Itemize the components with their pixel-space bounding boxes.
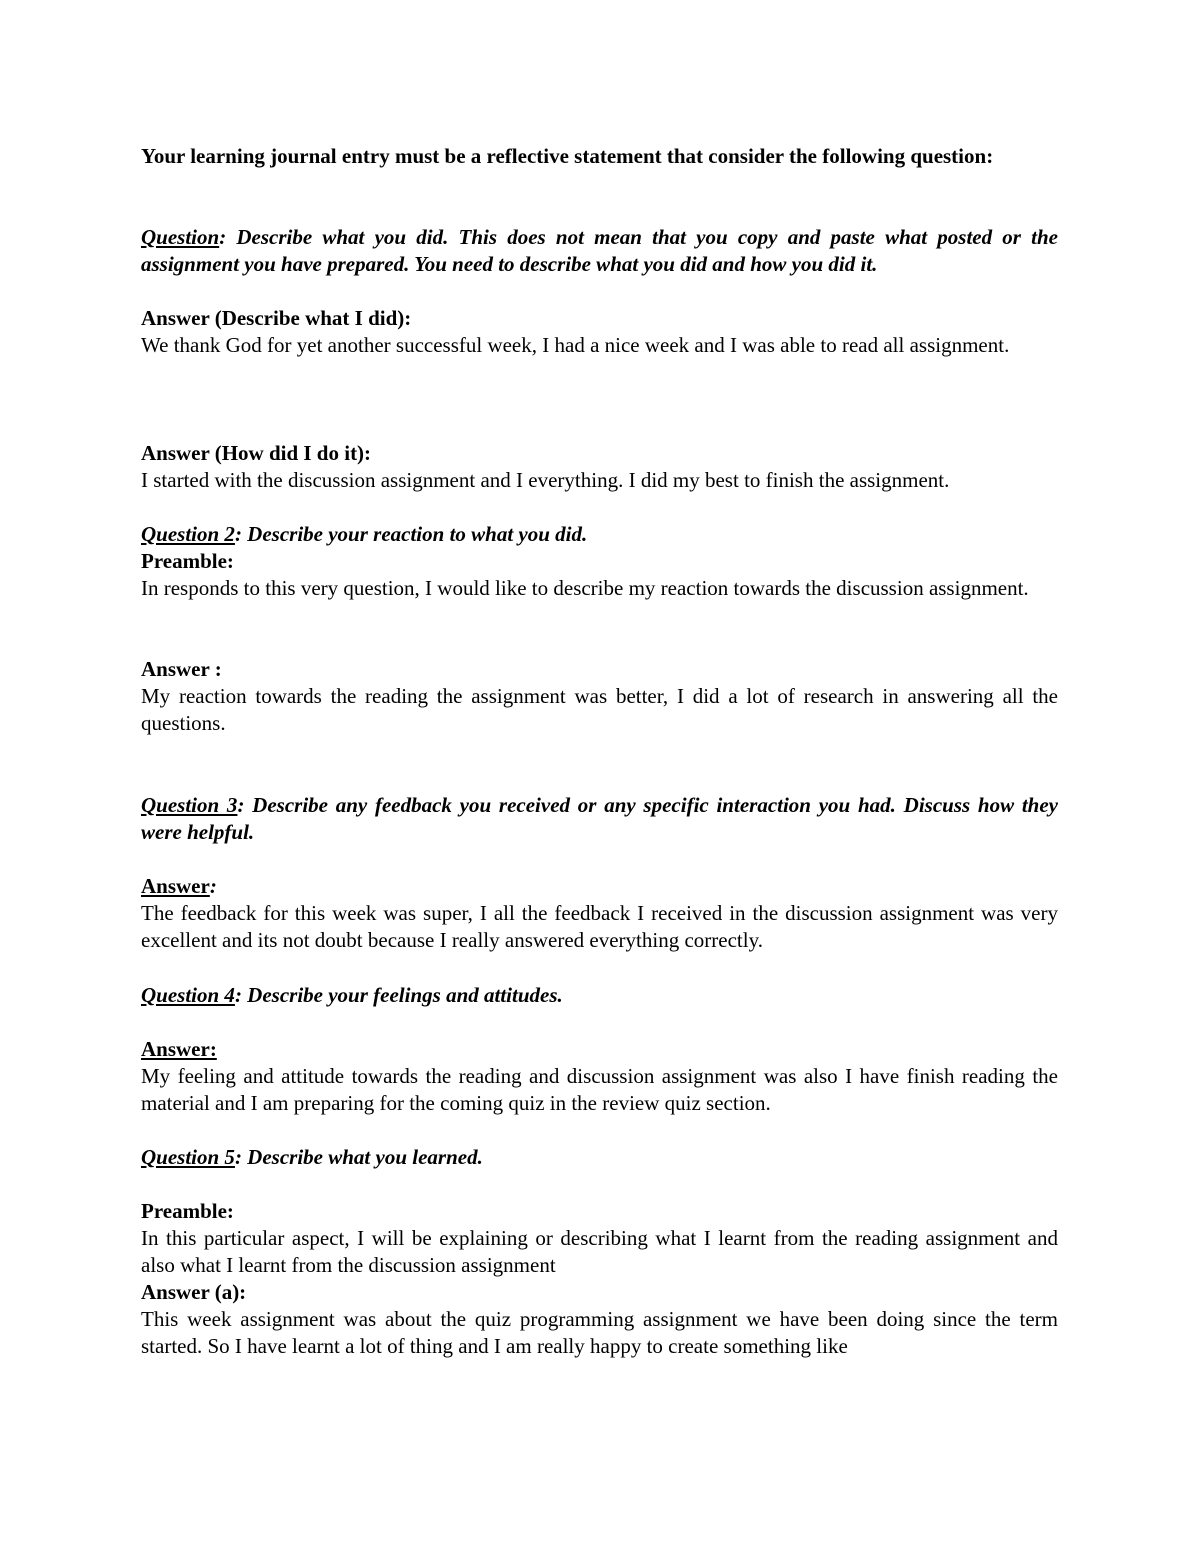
question-5: [141, 1144, 1058, 1171]
preamble-5-heading: Preamble:: [141, 1199, 234, 1223]
question-4-label: Question 4: [141, 983, 235, 1007]
answer-1-heading: Answer (Describe what I did):: [141, 306, 412, 330]
question-5-label: Question 5: [141, 1145, 235, 1169]
answer-3-section: [141, 873, 1058, 954]
intro-statement: Your learning journal entry must be a reflective statement that consider the following question:: [141, 144, 994, 168]
question-4-text: : Describe your feelings and attitudes.: [234, 983, 563, 1007]
question-1-text: : Describe what you did. This does not mean that you copy and paste what posted or the assignment you have prepared. You need to describe what you did and how you did it.: [141, 225, 1058, 276]
question-3: [141, 792, 1058, 846]
question-5-text: : Describe what you learned.: [234, 1145, 483, 1169]
answer-3-body: The feedback for this week was super, I all the feedback I received in the discussion assignment was very excellent and its not doubt because I really answered everything correctly.: [141, 901, 1058, 952]
answer-3-heading: Answer: [141, 874, 210, 898]
question-2-section: [141, 521, 1058, 602]
question-2-text: : Describe your reaction to what you did.: [234, 522, 588, 546]
answer-1b-body: I started with the discussion assignment and I everything. I did my best to finish the assignment.: [141, 468, 950, 492]
answer-5a-body: This week assignment was about the quiz programming assignment we have been doing since the term started. So I have learnt a lot of thing and I am really happy to create something like: [141, 1307, 1058, 1358]
answer-4-section: [141, 1036, 1058, 1117]
question-1: [141, 224, 1058, 278]
question-2: [141, 522, 587, 546]
answer-5a-heading: Answer (a):: [141, 1280, 247, 1304]
question-5-answer-section: [141, 1198, 1058, 1360]
answer-2-heading: Answer :: [141, 657, 222, 681]
question-4: [141, 982, 1058, 1009]
answer-1-body: We thank God for yet another successful week, I had a nice week and I was able to read all assignment.: [141, 333, 1010, 357]
preamble-2-body: In responds to this very question, I would like to describe my reaction towards the discussion assignment.: [141, 576, 1029, 600]
answer-3-heading-suffix: :: [209, 874, 217, 898]
answer-1b-heading: Answer (How did I do it):: [141, 441, 372, 465]
answer-2-body: My reaction towards the reading the assignment was better, I did a lot of research in answering all the questions.: [141, 684, 1058, 735]
preamble-2-heading: Preamble:: [141, 549, 234, 573]
preamble-5-body: In this particular aspect, I will be explaining or describing what I learnt from the reading assignment and also what I learnt from the discussion assignment: [141, 1226, 1058, 1277]
answer-1-section: [141, 305, 1058, 359]
question-1-label: Question: [141, 225, 220, 249]
question-3-label: Question 3: [141, 793, 238, 817]
answer-1b-section: [141, 440, 1058, 494]
answer-4-body: My feeling and attitude towards the reading and discussion assignment was also I have finish reading the material and I am preparing for the coming quiz in the review quiz section.: [141, 1064, 1058, 1115]
answer-4-heading: Answer:: [141, 1037, 217, 1061]
answer-2-section: [141, 656, 1058, 737]
question-3-text: : Describe any feedback you received or any specific interaction you had. Discuss how they were helpful.: [141, 793, 1058, 844]
question-2-label: Question 2: [141, 522, 235, 546]
